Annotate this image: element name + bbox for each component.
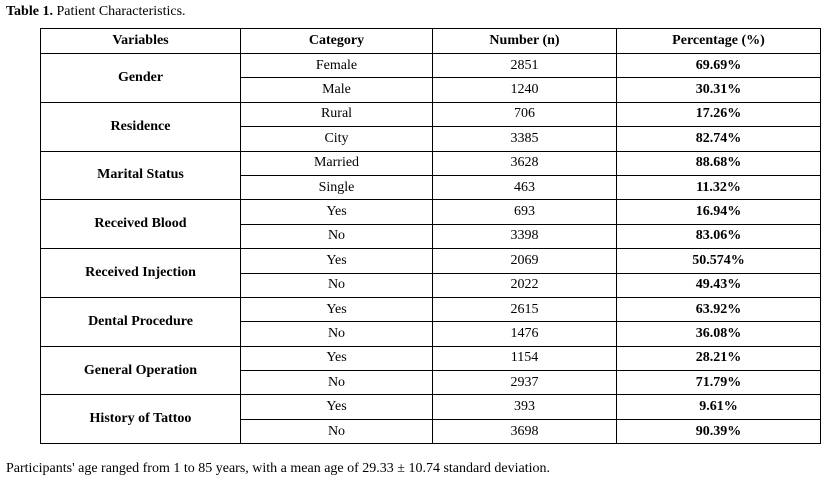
patient-characteristics-table	[40, 28, 821, 444]
category-cell: No	[241, 273, 433, 297]
percentage-cell: 36.08%	[617, 322, 821, 346]
category-cell: City	[241, 127, 433, 151]
percentage-cell: 28.21%	[617, 346, 821, 370]
number-cell: 2069	[433, 249, 617, 273]
category-cell: No	[241, 371, 433, 395]
category-cell: Yes	[241, 395, 433, 419]
percentage-cell: 30.31%	[617, 78, 821, 102]
number-cell: 2851	[433, 54, 617, 78]
number-cell: 3698	[433, 419, 617, 443]
number-cell: 1476	[433, 322, 617, 346]
table-row	[41, 200, 821, 224]
percentage-cell: 71.79%	[617, 371, 821, 395]
number-cell: 463	[433, 175, 617, 199]
number-cell: 1154	[433, 346, 617, 370]
table-row	[41, 102, 821, 126]
percentage-cell: 82.74%	[617, 127, 821, 151]
table-caption-text: Patient Characteristics.	[52, 4, 186, 19]
percentage-cell: 69.69%	[617, 54, 821, 78]
variable-cell: History of Tattoo	[41, 395, 241, 444]
table-row	[41, 249, 821, 273]
percentage-cell: 11.32%	[617, 175, 821, 199]
variable-cell: Dental Procedure	[41, 297, 241, 346]
number-cell: 706	[433, 102, 617, 126]
header-row	[41, 29, 821, 54]
variable-cell: Received Injection	[41, 249, 241, 298]
category-cell: Yes	[241, 200, 433, 224]
number-cell: 2937	[433, 371, 617, 395]
table-row	[41, 297, 821, 321]
header-percentage: Percentage (%)	[617, 29, 821, 54]
number-cell: 3398	[433, 224, 617, 248]
category-cell: Yes	[241, 249, 433, 273]
variable-cell: Residence	[41, 102, 241, 151]
percentage-cell: 50.574%	[617, 249, 821, 273]
variable-cell: General Operation	[41, 346, 241, 395]
table-header	[41, 29, 821, 54]
category-cell: Married	[241, 151, 433, 175]
table-row	[41, 346, 821, 370]
variable-cell: Marital Status	[41, 151, 241, 200]
table-caption	[6, 3, 186, 20]
number-cell: 2022	[433, 273, 617, 297]
header-category: Category	[241, 29, 433, 54]
category-cell: No	[241, 322, 433, 346]
table-row	[41, 395, 821, 419]
number-cell: 693	[433, 200, 617, 224]
category-cell: Single	[241, 175, 433, 199]
table-body	[41, 54, 821, 444]
category-cell: Yes	[241, 346, 433, 370]
category-cell: No	[241, 224, 433, 248]
number-cell: 2615	[433, 297, 617, 321]
number-cell: 1240	[433, 78, 617, 102]
table-row	[41, 54, 821, 78]
variable-cell: Received Blood	[41, 200, 241, 249]
percentage-cell: 16.94%	[617, 200, 821, 224]
category-cell: Female	[241, 54, 433, 78]
percentage-cell: 63.92%	[617, 297, 821, 321]
header-variables: Variables	[41, 29, 241, 54]
category-cell: Rural	[241, 102, 433, 126]
percentage-cell: 90.39%	[617, 419, 821, 443]
percentage-cell: 83.06%	[617, 224, 821, 248]
percentage-cell: 9.61%	[617, 395, 821, 419]
number-cell: 3628	[433, 151, 617, 175]
header-number: Number (n)	[433, 29, 617, 54]
percentage-cell: 88.68%	[617, 151, 821, 175]
category-cell: No	[241, 419, 433, 443]
table-row	[41, 151, 821, 175]
table-footnote: Participants' age ranged from 1 to 85 years, with a mean age of 29.33 ± 10.74 standard deviation.	[6, 461, 550, 476]
category-cell: Male	[241, 78, 433, 102]
percentage-cell: 49.43%	[617, 273, 821, 297]
number-cell: 393	[433, 395, 617, 419]
number-cell: 3385	[433, 127, 617, 151]
category-cell: Yes	[241, 297, 433, 321]
table-caption-label: Table 1.	[6, 4, 53, 19]
percentage-cell: 17.26%	[617, 102, 821, 126]
variable-cell: Gender	[41, 54, 241, 103]
